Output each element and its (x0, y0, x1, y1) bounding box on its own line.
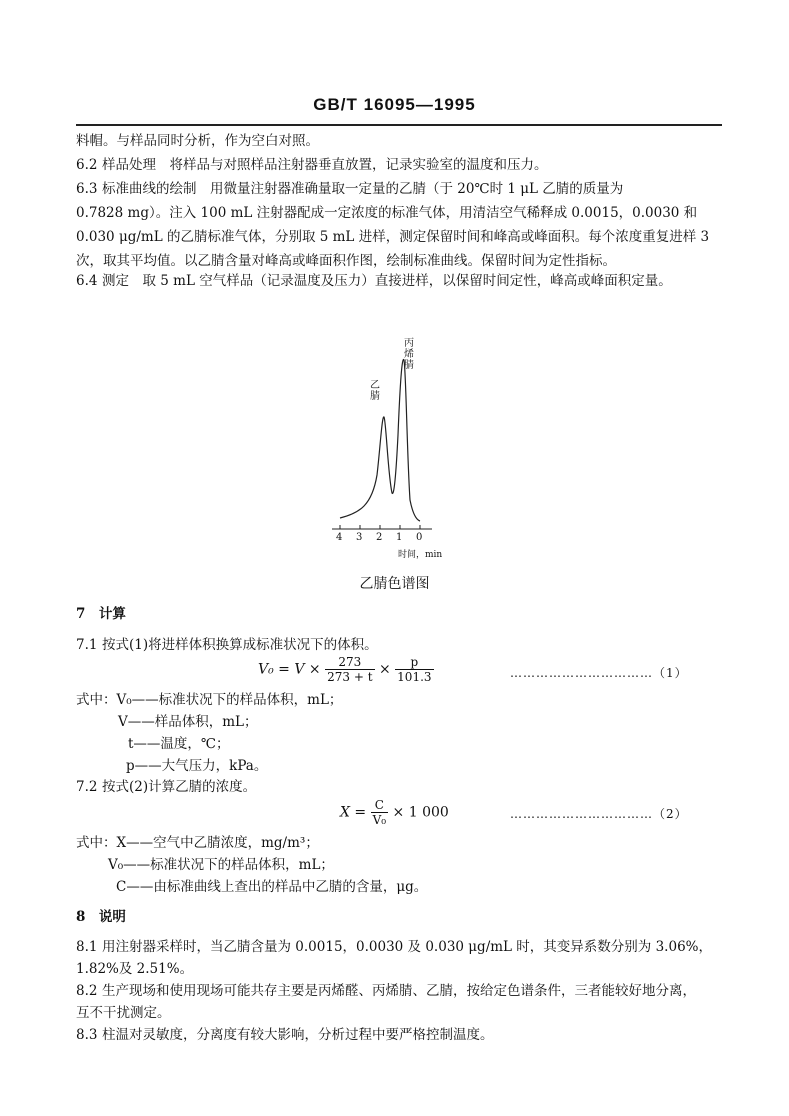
chromatogram-svg (320, 325, 460, 560)
where-line: p——大气压力，kPa。 (126, 758, 268, 774)
section-7-2 (76, 776, 722, 799)
section-text: 标准曲线的绘制 用微量注射器准确量取一定量的乙腈（于 20℃时 1 μL 乙腈的质量为 (102, 181, 624, 197)
paragraph-line: 料帽。与样品同时分析，作为空白对照。 (76, 133, 319, 149)
denominator: 273 + t (327, 670, 373, 684)
where-line: V₀——标准状况下的样品体积，mL； (108, 857, 334, 873)
denominator: V₀ (372, 813, 387, 827)
tick-label: 2 (376, 532, 383, 543)
section-number: 6.2 (76, 157, 98, 173)
section-8-title: 8 说明 (76, 909, 126, 925)
peak-label-acetonitrile: 乙腈 (370, 380, 380, 402)
tick-label: 3 (356, 532, 363, 543)
formula-2 (340, 798, 449, 827)
paragraph-line: 互不干扰测定。 (76, 1005, 171, 1021)
where-line: 式中：X——空气中乙腈浓度，mg/m³； (76, 835, 319, 851)
section-text: 用注射器采样时，当乙腈含量为 0.0015，0.0030 及 0.030 μg/mL 时，其变异系数分别为 3.06%， (102, 939, 712, 955)
section-number: 8.2 (76, 983, 98, 999)
paragraph-line: 0.030 μg/mL 的乙腈标准气体，分别取 5 mL 进样，测定保留时间和峰高或峰面积。每个浓度重复进样 3 (76, 229, 710, 245)
peak-label-acrylonitrile: 丙烯腈 (404, 338, 414, 371)
formula-rhs: × 1 000 (392, 804, 449, 821)
times-sign: × (378, 661, 391, 678)
section-7-1 (76, 634, 722, 657)
numerator: p (395, 655, 433, 670)
chromatogram-figure (320, 325, 460, 564)
fraction (325, 655, 374, 684)
equation-number-1: ……………………………（1） (510, 666, 688, 680)
section-number: 8.1 (76, 939, 98, 955)
formula-lhs: X = (340, 804, 367, 821)
where-line: C——由标准曲线上查出的样品中乙腈的含量，μg。 (116, 879, 428, 895)
formula-1 (258, 655, 434, 684)
section-7-title: 7 计算 (76, 606, 126, 622)
section-number: 6.3 (76, 181, 98, 197)
tick-label: 1 (396, 532, 403, 543)
section-text: 按式(1)将进样体积换算成标准状况下的体积。 (102, 637, 378, 653)
denominator: 101.3 (397, 670, 432, 684)
axis-label: 时间，min (398, 550, 443, 560)
equation-number-2: ……………………………（2） (510, 807, 688, 821)
section-text: 按式(2)计算乙腈的浓度。 (102, 779, 257, 795)
standard-header: GB/T 16095—1995 (313, 95, 476, 114)
paragraph-line: 次，取其平均值。以乙腈含量对峰高或峰面积作图，绘制标准曲线。保留时间为定性指标。 (76, 253, 616, 269)
section-8-3 (76, 1024, 722, 1047)
figure-caption: 乙腈色谱图 (359, 576, 430, 592)
section-6-4 (76, 270, 722, 293)
section-text: 柱温对灵敏度，分离度有较大影响，分析过程中要严格控制温度。 (102, 1027, 494, 1043)
section-text: 测定 取 5 mL 空气样品（记录温度及压力）直接进样，以保留时间定性，峰高或峰面积定量。 (102, 273, 672, 289)
where-line: 式中：V₀——标准状况下的样品体积，mL； (76, 692, 343, 708)
section-text: 生产现场和使用现场可能共存主要是丙烯醛、丙烯腈、乙腈，按给定色谱条件，三者能较好地分离， (102, 983, 696, 999)
fraction (395, 655, 433, 684)
numerator: 273 (325, 655, 374, 670)
section-number: 6.4 (76, 273, 98, 289)
section-8-2 (76, 980, 722, 1003)
where-line: t——温度，℃； (128, 736, 230, 752)
paragraph-line: 0.7828 mg）。注入 100 mL 注射器配成一定浓度的标准气体，用清洁空气稀释成 0.0015，0.0030 和 (76, 205, 698, 221)
tick-label: 4 (336, 532, 343, 543)
section-number: 7.1 (76, 637, 98, 653)
section-text: 样品处理 将样品与对照样品注射器垂直放置，记录实验室的温度和压力。 (102, 157, 548, 173)
section-6-3 (76, 178, 722, 201)
section-6-2 (76, 154, 722, 177)
section-number: 8.3 (76, 1027, 98, 1043)
where-line: V——样品体积，mL； (118, 714, 258, 730)
section-8-1 (76, 936, 722, 959)
fraction (371, 798, 388, 827)
numerator: C (371, 798, 388, 813)
tick-label: 0 (416, 532, 423, 543)
section-number: 7.2 (76, 779, 98, 795)
paragraph-line: 1.82%及 2.51%。 (76, 961, 194, 977)
header-rule (76, 124, 722, 126)
formula-lhs: V₀ = V × (258, 661, 321, 678)
